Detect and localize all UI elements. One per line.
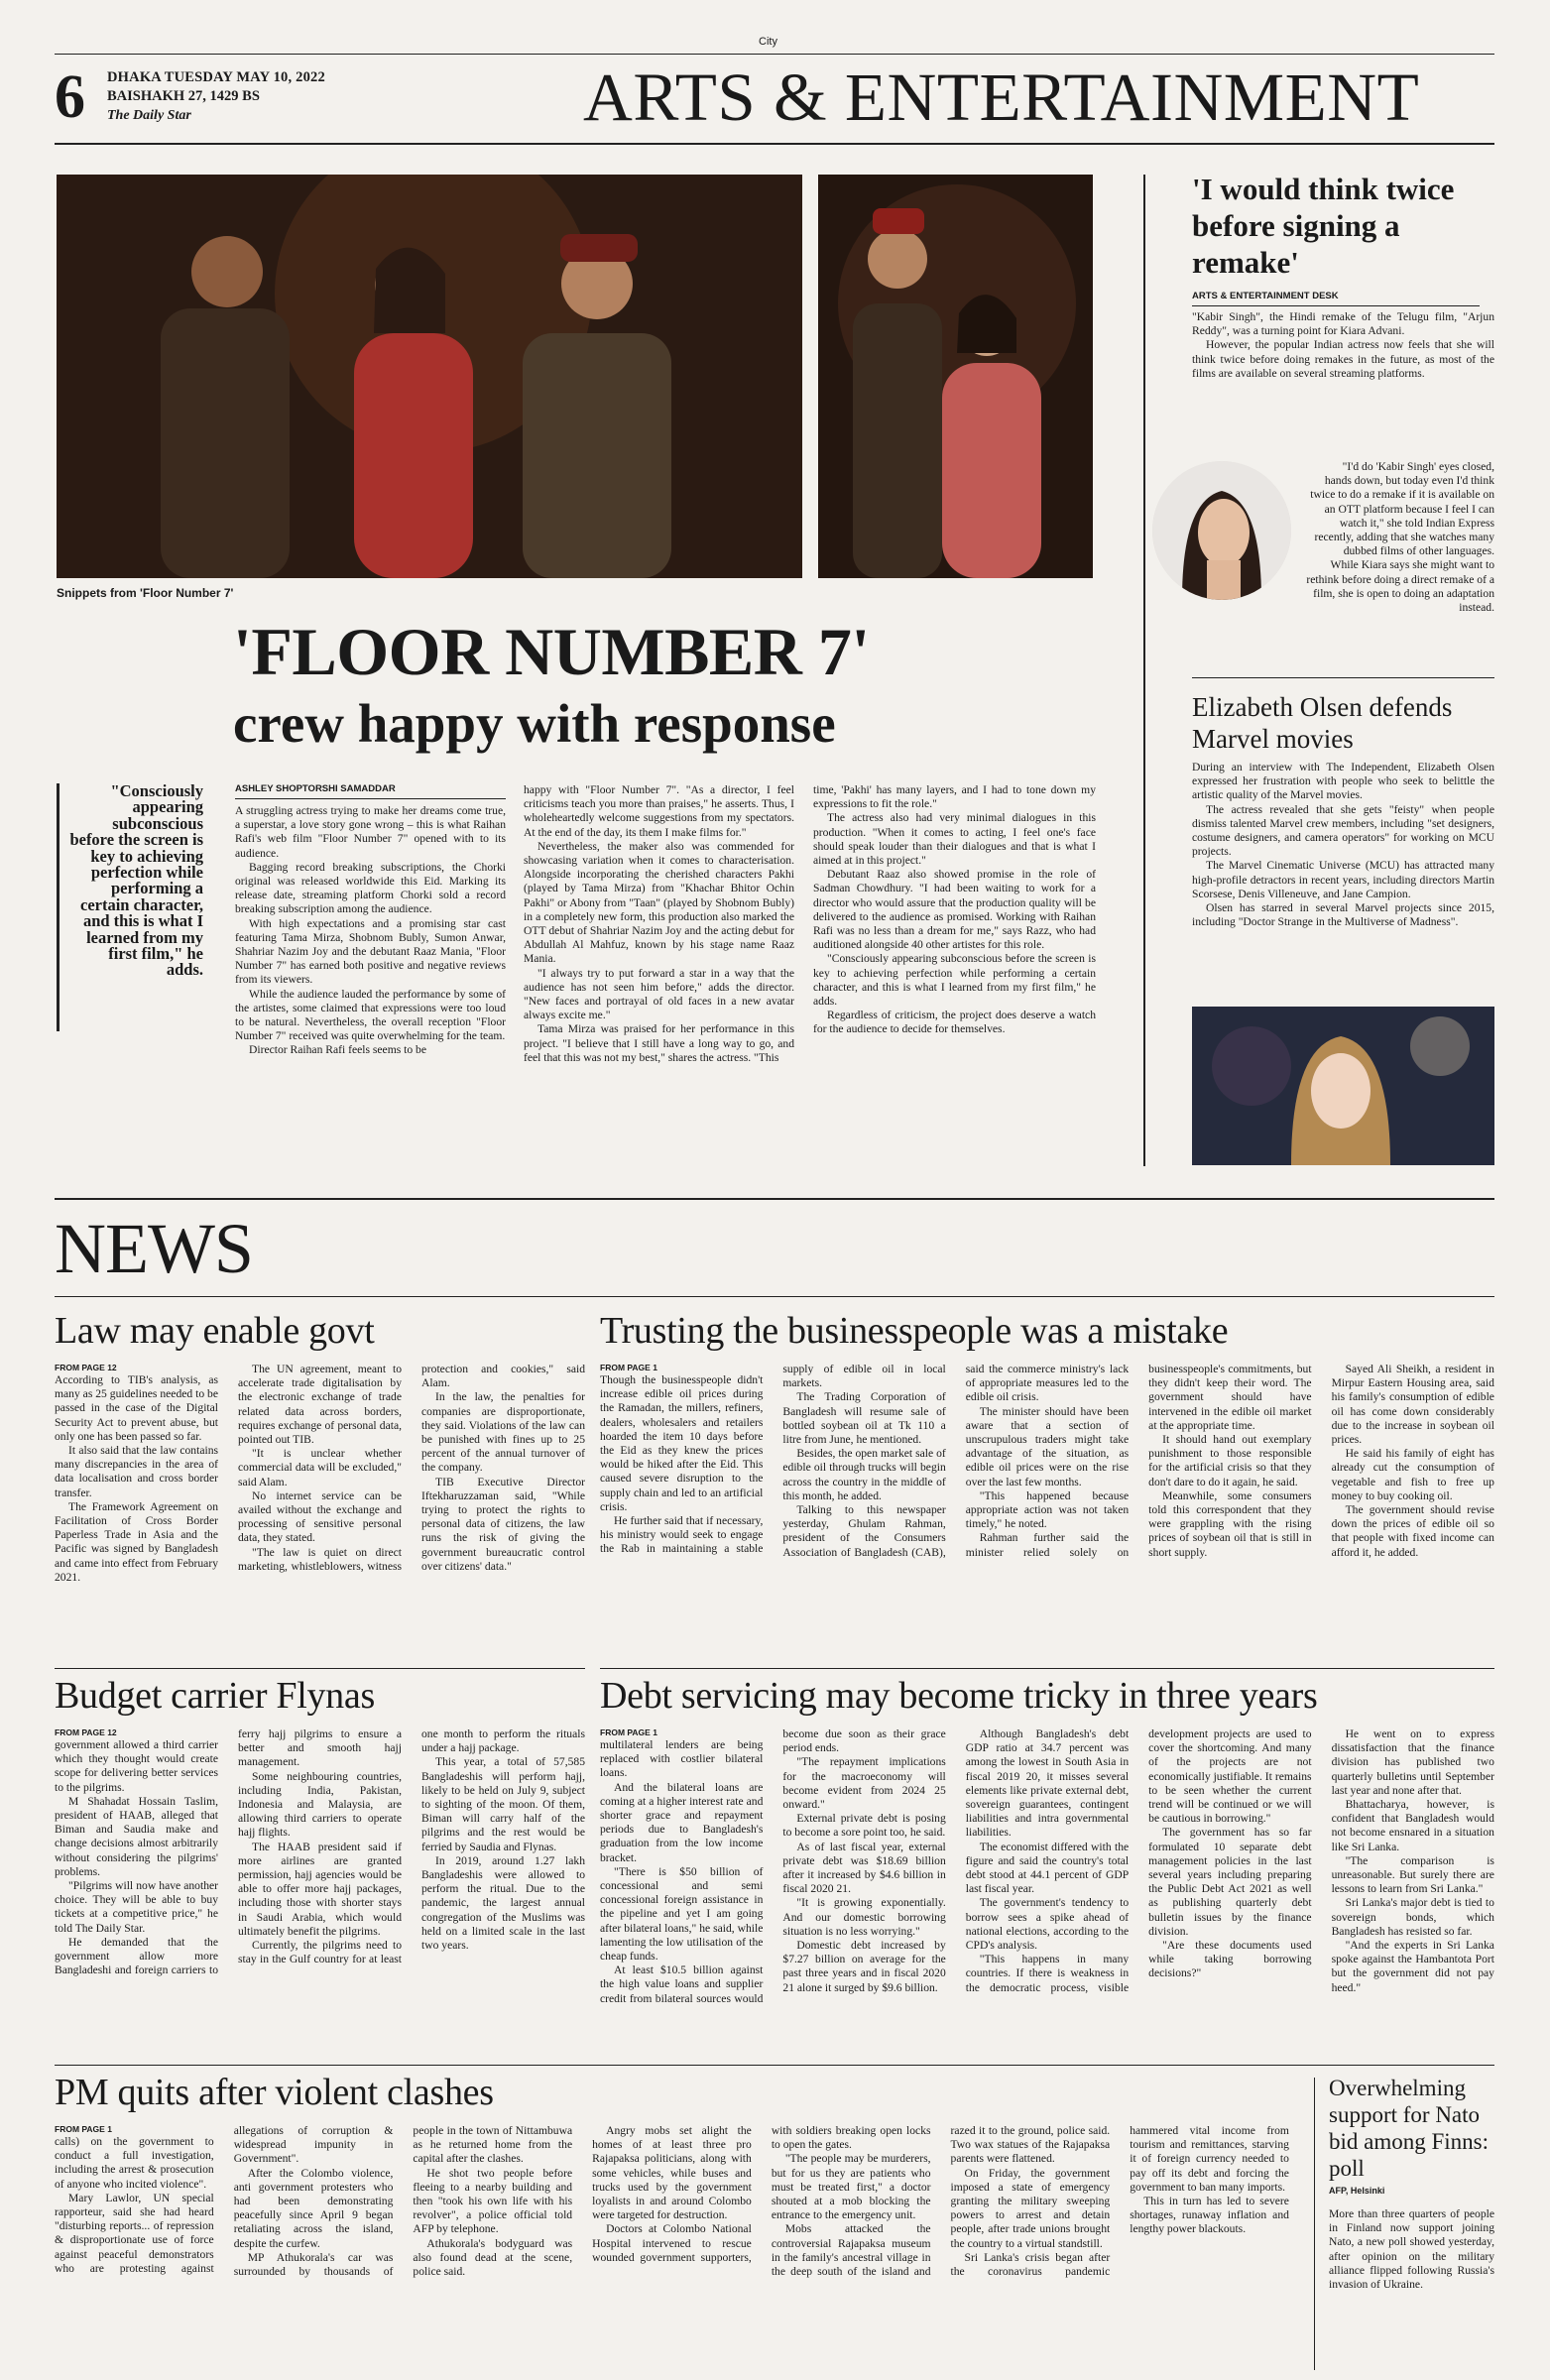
pm-from-page: FROM PAGE 1 — [55, 2124, 112, 2134]
floor-photo-second-illustration — [818, 175, 1093, 578]
nato-p1: More than three quarters of people in Finland now support joining Nato, a new poll showed yesterday, after opinion on the military alliance flipped following Russia's invasion of Ukraine. — [1329, 2207, 1494, 2292]
trust-p12: He said his family of eight has already cut the consumption of vegetable and fish to free up money to buy cooking oil. — [1331, 1447, 1494, 1502]
floor-col1-p5: Director Raihan Rafi feels seems to be — [249, 1043, 426, 1057]
pm-p12: Sri Lanka's crisis began after the coronavirus pandemic hammered vital income from tourism and remittances, starving it of foreign currency needed to pay off its debt and forcing the government to ban many imports. — [950, 2124, 1289, 2279]
flynas-p7: Currently, the pilgrims need to stay in the Gulf country for at least one month to perform the rituals under a hajj package. — [238, 1727, 585, 1966]
olsen-p3: The Marvel Cinematic Universe (MCU) has attracted many high-profile detractors in recent years, including directors Martin Scorsese, Denis Villeneuve, and Jane Campion. — [1192, 859, 1494, 900]
floor-photo-main-illustration — [57, 175, 802, 578]
kiara-portrait-illustration — [1152, 461, 1291, 600]
debt-p8: "It is growing exponentially. And our domestic borrowing situation is no less worrying." — [782, 1896, 946, 1938]
kiara-photo — [1152, 461, 1291, 600]
floor-pull-quote-text: "Consciously appearing subconscious before the screen is key to achieving perfection while performing a certain character, and this is what I learned from my first film," he adds. — [69, 783, 203, 980]
pm-p8: Doctors at Colombo National Hospital intervened to rescue wounded government supporters, with soldiers breaking open locks to open the gates. — [592, 2124, 931, 2264]
floor-col1-p1: A struggling actress trying to make her dreams come true, a superstar, a love story gone wrong – this is what Raihan Rafi's web film "Floor Number 7" opened with to its audience. — [235, 804, 506, 860]
trust-p10: Meanwhile, some consumers told this correspondent that they were grappling with the rising prices of soybean oil that is still in short supply. — [1148, 1488, 1312, 1559]
law-p1: According to TIB's analysis, as many as 25 guidelines needed to be passed in the case of the Digital Security Act to prevent abuse, but only one has been passed so far. — [55, 1373, 218, 1443]
flynas-from-page: FROM PAGE 12 — [55, 1727, 117, 1737]
debt-p4: At least $10.5 billion against the high value loans and supplier credit from bilateral sources would become due soon as their grace period ends. — [600, 1727, 946, 2005]
kiara-p4: While Kiara says she might want to rethink before doing a direct remake of a film, she is open to doing an adaptation instead. — [1306, 558, 1494, 615]
debt-p9: Domestic debt increased by $7.27 billion on average for the past three years and in fiscal 2020 21 alone it surged by $9.6 billion. — [782, 1939, 946, 1994]
law-p5: "It is unclear whether commercial data will be excluded," said Alam. — [238, 1447, 402, 1488]
floor-col2-p1: happy with "Floor Number 7". "As a director, I feel criticisms teach you more than praises," he asserts. Thus, I wholeheartedly welcome suggestions from my spectators. At the end of the day, its them I make films for." — [524, 783, 794, 839]
floor-subhead: crew happy with response — [233, 693, 836, 754]
pm-p10: Mobs attacked the controversial Rajapaksa museum in the family's ancestral village in the deep south of the island and razed it to the ground, police said. Two wax statues of the Rajapaksa parents were flattened. — [771, 2124, 1111, 2279]
flynas-p1: government allowed a third carrier which they thought would create scope for delivering better services to the pilgrims. — [55, 1738, 218, 1794]
kiara-body — [1192, 310, 1494, 429]
pm-p3: After the Colombo violence, anti government protesters who had been demonstrating peacefully since April 9 began retaliating across the island, despite the curfew. — [233, 2166, 394, 2250]
law-p7: "The law is quiet on direct marketing, whistleblowers, witness protection and cookies," said Alam. — [238, 1363, 585, 1573]
debt-p15: "Are these documents used while taking borrowing decisions?" — [1148, 1939, 1312, 1980]
law-body — [55, 1363, 585, 1660]
trust-p2: He further said that if necessary, his ministry would seek to engage the Rab in maintaining a stable supply of edible oil in local markets. — [600, 1363, 946, 1556]
kiara-p1: "Kabir Singh", the Hindi remake of the Telugu film, "Arjun Reddy", was a turning point for Kiara Advani. — [1192, 310, 1494, 338]
debt-p20: "And the experts in Sri Lanka spoke against the Hambantota Port but the government did not pay heed." — [1331, 1939, 1494, 1994]
nato-divider — [1314, 2078, 1315, 2370]
trust-headline: Trusting the businesspeople was a mistake — [600, 1310, 1229, 1352]
olsen-headline: Elizabeth Olsen defends Marvel movies — [1192, 692, 1453, 754]
floor-column-1 — [235, 783, 506, 1170]
section-title: ARTS & ENTERTAINMENT — [583, 60, 1420, 135]
trust-p9: It should hand out exemplary punishment to those responsible for the artificial crisis so that they don't dare to do it again, he said. — [1148, 1433, 1312, 1488]
header-top-rule — [55, 54, 1494, 55]
debt-p1: multilateral lenders are being replaced with costlier bilateral loans. — [600, 1738, 764, 1780]
debt-from-page: FROM PAGE 1 — [600, 1727, 657, 1737]
law-p3: The Framework Agreement on Facilitation of Cross Border Paperless Trade in Asia and the Pacific was signed by Bangladesh and came into effect from February 2021. — [55, 1499, 218, 1584]
flynas-body — [55, 1727, 585, 2057]
pm-p11: On Friday, the government imposed a state of emergency granting the military sweeping powers to arrest and detain people, after trade unions brought the country to a virtual standstill. — [950, 2166, 1111, 2250]
floor-pull-quote — [57, 783, 203, 1031]
floor-column-2 — [524, 783, 794, 1170]
trust-p7: "This happened because appropriate action was not taken timely," he noted. — [965, 1488, 1130, 1531]
floor-headline: 'FLOOR NUMBER 7' — [233, 614, 870, 689]
debt-p11: The economist differed with the figure and said the country's total debt stood at 44.1 percent of GDP last fiscal year. — [965, 1840, 1130, 1896]
law-from-page: FROM PAGE 12 — [55, 1363, 117, 1372]
debt-p14: The government has so far formulated 10 separate debt management policies in the last several years including preparing the Public Debt Act 2021 as well as publishing quarterly debt bulletin issues by the finance division. — [1148, 1826, 1312, 1938]
pm-body — [55, 2124, 1289, 2372]
trust-body — [600, 1363, 1494, 1660]
debt-headline: Debt servicing may become tricky in three years — [600, 1675, 1318, 1717]
olsen-p4: Olsen has starred in several Marvel projects since 2015, including "Doctor Strange in the Multiverse of Madness". — [1192, 901, 1494, 929]
debt-p5: "The repayment implications for the macroeconomy will become evident from 2024 25 onward." — [782, 1755, 946, 1812]
masthead-logo: The Daily Star — [107, 108, 191, 123]
kiara-byline: ARTS & ENTERTAINMENT DESK — [1192, 291, 1480, 306]
debt-p10: Although Bangladesh's debt GDP ratio at 34.7 percent was among the lowest in South Asia in fiscal 2019 20, it misses several elements like private external debt, sovereign guarantees, contingent liabilities and intra governmental liabilities. — [965, 1727, 1130, 1840]
pm-headline: PM quits after violent clashes — [55, 2072, 494, 2113]
floor-col1-p4: While the audience lauded the performance by some of the artistes, some claimed that expressions were too loud to be natural. Nevertheless, the overall reception "Floor Number 7" received was quite overwhelming for the team. — [235, 987, 506, 1043]
pm-p1: calls) on the government to conduct a full investigation, including the arrest & prosecution of anyone who incited violence". — [55, 2135, 214, 2191]
debt-p19: Sri Lanka's major debt is tied to sovereign bonds, which Bangladesh has resisted so far. — [1331, 1896, 1494, 1938]
kiara-body-wrap — [1299, 460, 1494, 651]
row-divider-2 — [55, 2065, 1494, 2066]
news-top-rule — [55, 1198, 1494, 1200]
flynas-headline: Budget carrier Flynas — [55, 1675, 375, 1717]
kiara-headline: 'I would think twice before signing a remake' — [1192, 172, 1455, 280]
law-p2: It also said that the law contains many discrepancies in the area of data localisation and cross border transfer. — [55, 1444, 218, 1499]
floor-col3-p2: The actress also had very minimal dialogues in this production. "When it comes to acting, I feel one's face should speak louder than their dialogues and that is what I aimed at in this project." — [813, 811, 1096, 868]
dateline: DHAKA TUESDAY MAY 10, 2022 — [107, 69, 325, 85]
row-divider-1-right — [600, 1668, 1494, 1669]
floor-col3-p4: "Consciously appearing subconscious before the screen is key to achieving perfection while performing a certain character, and this is what I learned from my first film," he adds. — [813, 952, 1096, 1009]
floor-byline: ASHLEY SHOPTORSHI SAMADDAR — [235, 783, 506, 799]
debt-p13: "This happens in many countries. If there is weakness in the democratic process, visible development projects are used to cover the shortcoming. And many of the projects are not economically justifiable. It remains to be seen whether the current trend will be continued or we will be cautious in borrowing." — [965, 1727, 1312, 1994]
flynas-p6: The HAAB president said if more airlines are granted permission, hajj agencies would be able to offer more hajj packages, including those with shorter stays in Saudi Arabia, which would ultimately benefit the pilgrims. — [238, 1840, 402, 1938]
law-p6: No internet service can be availed without the exchange and processing of sensitive personal data, they stated. — [238, 1488, 402, 1545]
olsen-p1: During an interview with The Independent, Elizabeth Olsen expressed her frustration with people who seek to belittle the artistic quality of the Marvel movies. — [1192, 761, 1494, 802]
kiara-p3: "I'd do 'Kabir Singh' eyes closed, hands down, but today even I'd think twice to do a remake if it is available on an OTT platform because I feel I can watch it," she told Indian Express recently, adding that she watches many dubbed films of other languages. — [1310, 460, 1494, 558]
floor-col1-p3: With high expectations and a promising star cast featuring Tama Mirza, Shobnom Bubly, Sumon Anwar, Shahriar Nazim Joy and the debutant Raaz Mania, "Floor Number 7" has earned both positive and negative reviews from its viewers. — [235, 916, 506, 987]
trust-p11: Sayed Ali Sheikh, a resident in Mirpur Eastern Housing area, said his family's consumption of edible oil has come down considerably due to the increase in soybean oil prices. — [1331, 1363, 1494, 1447]
trust-p13: The government should revise down the prices of edible oil so that people with fixed income can afford it, he added. — [1331, 1503, 1494, 1559]
debt-p18: "The comparison is unreasonable. But surely there are lessons to learn from Sri Lanka." — [1331, 1853, 1494, 1896]
pm-p9: "The people may be murderers, but for us they are patients who must be treated first," a doctor shouted at a mob blocking the entrance to the emergency unit. — [771, 2152, 931, 2222]
flynas-p5: Some neighbouring countries, including India, Pakistan, Indonesia and Malaysia, are allowing third carriers to operate hajj flights. — [238, 1769, 402, 1840]
debt-p2: And the bilateral loans are coming at a higher interest rate and shorter grace and repayment periods due to Bangladesh's graduation from the low income bracket. — [600, 1780, 764, 1864]
debt-p6: External private debt is posing to become a sore point too, he said. — [782, 1812, 946, 1840]
news-bottom-rule — [55, 1296, 1494, 1297]
floor-photo-main — [57, 175, 802, 578]
flynas-p3: "Pilgrims will now have another choice. They will be able to buy tickets at a competitive price," he told The Daily Star. — [55, 1879, 218, 1935]
trust-p3: The Trading Corporation of Bangladesh will resume sale of bottled soybean oil at Tk 110 a litre from June, he mentioned. — [782, 1390, 946, 1447]
law-p4: The UN agreement, meant to accelerate trade digitalisation by the electronic exchange of trade related data across borders, requires exchange of personal data, pointed out TIB. — [238, 1363, 402, 1447]
flynas-p2: M Shahadat Hossain Taslim, president of HAAB, alleged that Biman and Saudia make and change decisions almost arbitrarily without considering the pilgrims' problems. — [55, 1794, 218, 1878]
row-divider-1-left — [55, 1668, 585, 1669]
pm-p7: Angry mobs set alight the homes of at least three pro Rajapaksa politicians, along with some vehicles, while buses and trucks used by the government loyalists in and around Colombo were targeted for destruction. — [592, 2124, 752, 2222]
floor-col1-p2: Bagging record breaking subscriptions, the Chorki original was released worldwide this Eid. Marking its release date, streaming platform Chorki sold a record breaking subscription among the audience. — [235, 860, 506, 916]
trust-p4: Besides, the open market sale of edible oil through trucks will begin across the country in the middle of this month, he added. — [782, 1447, 946, 1502]
pm-p4: MP Athukorala's car was surrounded by thousands of people in the town of Nittambuwa as he returned home from the capital after the clashes. — [233, 2124, 573, 2279]
floor-photo-caption: Snippets from 'Floor Number 7' — [57, 586, 234, 600]
floor-column-3 — [813, 783, 1096, 1170]
floor-col2-p3: "I always try to put forward a star in a way that the audience has not seen him before," adds the director. "New faces and portrayal of old faces in a new avatar always excite me." — [524, 966, 794, 1022]
trust-from-page: FROM PAGE 1 — [600, 1363, 657, 1372]
olsen-portrait-illustration — [1192, 1007, 1494, 1165]
floor-col2-p2: Nevertheless, the maker also was commended for showcasing variation when it comes to characterisation. Alongside incorporating the cherished characters Pakhi (played by Tama Mirza) from "Khachar Bhitor Ochin Pakhi" or Abony from "Taan" (played by Shobnom Bubly) in a completely new form, this production also marked the OTT debut of Shahriar Nazim Joy and the acting debut for Abdullah Al Mahfuz, known by his stage name Raaz Mania. — [524, 839, 794, 966]
debt-p16: He went on to express dissatisfaction that the finance division has published two quarterly bulletins until September last year and none after that. — [1331, 1727, 1494, 1797]
trust-p1: Though the businesspeople didn't increase edible oil prices during the Ramadan, the millers, refiners, dealers, wholesalers and retailers hoarded the item 10 days before the Eid as they knew the prices would be hiked after the Eid. This caused severe disruption to the supply chain and led to an artificial crisis. — [600, 1373, 764, 1513]
debt-p7: As of last fiscal year, external private debt was $18.69 billion after it increased by $4.6 billion in fiscal 2020 21. — [782, 1840, 946, 1896]
floor-col1-text — [235, 804, 506, 1058]
header-bottom-rule — [55, 143, 1494, 145]
trust-p6: The minister should have been aware that a section of unscrupulous traders might take advantage of the situation, as edible oil prices were on the rise over the last few months. — [965, 1404, 1130, 1488]
debt-p12: The government's tendency to borrow sees a spike ahead of national elections, according to the CPD's analysis. — [965, 1896, 1130, 1953]
law-p8: In the law, the penalties for companies are disproportionate, they said. Violations of the law can be punished with fines up to 25 percent of the annual turnover of the company. — [421, 1390, 585, 1475]
olsen-body — [1192, 761, 1494, 999]
trust-p5: Talking to this newspaper yesterday, Ghulam Rahman, president of the Consumers Association of Bangladesh (CAB), said the commerce ministry's lack of appropriate measures led to the edible oil crisis. — [782, 1363, 1130, 1559]
pm-p13: This in turn has led to severe shortages, runaway inflation and lengthy power blackouts. — [1130, 2195, 1289, 2236]
nato-headline: Overwhelming support for Nato bid among Finns: poll — [1329, 2076, 1490, 2181]
law-p9: TIB Executive Director Iftekharuzzaman said, "While trying to protect the rights to personal data of citizens, the law runs the risk of giving the government bureaucratic control over citizens' data." — [421, 1475, 585, 1573]
pm-p5: He shot two people before fleeing to a nearby building and then "took his own life with his revolver", a police official told AFP by telephone. — [413, 2166, 573, 2236]
column-divider-right — [1143, 175, 1145, 1166]
floor-col3-p5: Regardless of criticism, the project does deserve a watch for the audience to decide for themselves. — [813, 1009, 1096, 1036]
pm-p6: Athukorala's bodyguard was also found dead at the scene, police said. — [413, 2236, 573, 2279]
olsen-photo — [1192, 1007, 1494, 1165]
law-headline: Law may enable govt — [55, 1310, 375, 1352]
floor-photo-second — [818, 175, 1093, 578]
flynas-p9: In 2019, around 1.27 lakh Bangladeshis were allowed to perform the ritual. Due to the pandemic, the largest annual congregation of the Muslims was held on a limited scale in the last two years. — [421, 1853, 585, 1953]
flynas-p4: He demanded that the government allow more Bangladeshi and foreign carriers to ferry hajj pilgrims to ensure a better and smooth hajj management. — [55, 1727, 402, 1977]
bangla-date: BAISHAKH 27, 1429 BS — [107, 88, 260, 104]
floor-col2-p4: Tama Mirza was praised for her performance in this project. "I believe that I still have a long way to go, and feel that this was not my best," shares the actress. "This — [524, 1022, 794, 1064]
kiara-olsen-divider — [1192, 677, 1494, 678]
olsen-p2: The actress revealed that she gets "feisty" when people dismiss talented Marvel crew members, including "set designers, costume designers, and camera operators" for working on MCU projects. — [1192, 802, 1494, 859]
flynas-p8: This year, a total of 57,585 Bangladeshis will perform hajj, likely to be held on July 9, subject to sighting of the moon. Of them, Biman will carry half of the pilgrims and the rest would be ferried by Saudia and Flynas. — [421, 1755, 585, 1853]
floor-col3-p1: time, 'Pakhi' has many layers, and I had to tone down my expressions to fit the role." — [813, 783, 1096, 811]
nato-source: AFP, Helsinki — [1329, 2186, 1385, 2196]
page-number: 6 — [55, 63, 85, 131]
trust-p8: Rahman further said the minister relied solely on businesspeople's commitments, but they didn't keep their word. The government should have intervened in the edible oil market at the appropriate time. — [965, 1363, 1312, 1559]
debt-p3: "There is $50 billion of concessional and semi concessional foreign assistance in the pipeline and yet I am going after bilateral loans," he said, while lamenting the low utilisation of the cheap funds. — [600, 1864, 764, 1964]
pm-p2: Mary Lawlor, UN special rapporteur, said she had heard "disturbing reports... of repression & disproportionate use of force against peaceful demonstrators who are protesting against allegations of corruption & widespread impunity in Government". — [55, 2124, 394, 2275]
nato-body — [1329, 2207, 1494, 2356]
news-label: NEWS — [55, 1209, 253, 1288]
kiara-p2: However, the popular Indian actress now feels that she will think twice before doing remakes in the future, as most of the films are available on several streaming platforms. — [1192, 338, 1494, 380]
debt-body — [600, 1727, 1494, 2057]
section-tag: City — [759, 36, 777, 48]
debt-p17: Bhattacharya, however, is confident that Bangladesh would not become ensnared in a situation like Sri Lanka. — [1331, 1798, 1494, 1853]
floor-col3-p3: Debutant Raaz also showed promise in the role of Sadman Chowdhury. "I had been waiting to work for a director who would assure that the production quality will be delivered to the audience as promised. Working with Raihan Rafi was no less than a dream for me," says Razz, who had auditioned alongside 40 other artistes for this role. — [813, 868, 1096, 952]
